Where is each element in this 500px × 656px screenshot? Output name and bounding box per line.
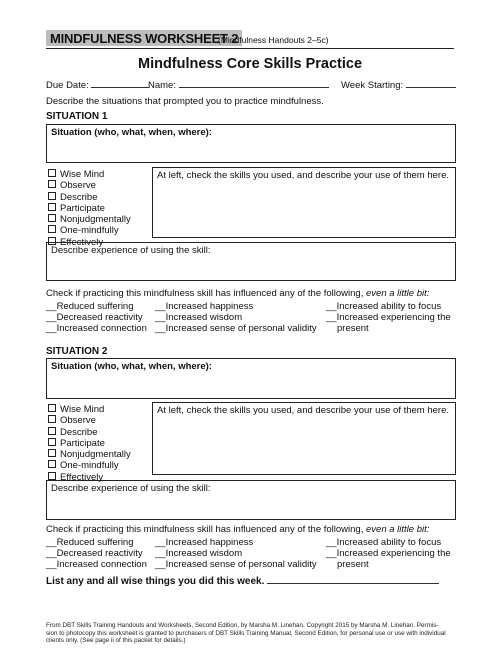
due-date-field[interactable] — [46, 78, 149, 91]
situation-1-skills-use-box[interactable] — [152, 167, 456, 238]
outcome-increased-wisdom[interactable]: __Increased wisdom — [155, 312, 243, 323]
outcome-increased-validity[interactable]: __Increased sense of personal validity — [155, 323, 317, 334]
situation-1-heading: SITUATION 1 — [46, 111, 108, 122]
skill-checkbox-describe[interactable]: Describe — [48, 427, 131, 438]
name-line[interactable] — [179, 78, 329, 88]
skill-checkbox-nonjudgmentally[interactable]: Nonjudgmentally — [48, 214, 131, 225]
wise-things-label: List any and all wise things you did this week. — [46, 576, 265, 587]
skill-checkbox-wise-mind[interactable]: Wise Mind — [48, 169, 131, 180]
skill-checkbox-wise-mind[interactable]: Wise Mind — [48, 404, 131, 415]
skill-checkbox-effectively[interactable]: Effectively — [48, 472, 131, 483]
copyright-footer — [46, 622, 456, 645]
situation-2-experience-box[interactable] — [46, 480, 456, 520]
week-starting-field[interactable] — [341, 78, 456, 91]
outcome-increased-experiencing[interactable]: __Increased experiencing the — [326, 548, 451, 559]
skill-checkbox-describe[interactable]: Describe — [48, 192, 131, 203]
outcome-increased-connection[interactable]: __Increased connection — [46, 559, 147, 570]
outcome-increased-connection[interactable]: __Increased connection — [46, 323, 147, 334]
outcome-decreased-reactivity[interactable]: __Decreased reactivity — [46, 312, 143, 323]
situation-1-experience-box[interactable] — [46, 242, 456, 281]
skill-checkbox-one-mindfully[interactable]: One-mindfully — [48, 460, 131, 471]
situation-2-heading: SITUATION 2 — [46, 346, 108, 357]
situation-2-skills-list — [48, 404, 131, 483]
outcome-increased-focus[interactable]: __Increased ability to focus — [326, 537, 442, 548]
situation-1-prompt: Situation (who, what, when, where): — [51, 127, 212, 138]
outcome-increased-focus[interactable]: __Increased ability to focus — [326, 301, 442, 312]
situation-1-skills-list — [48, 169, 131, 248]
name-field[interactable] — [148, 78, 329, 91]
handouts-reference: (Mindfulness Handouts 2–5c) — [218, 35, 329, 45]
situation-2-prompt: Situation (who, what, when, where): — [51, 361, 212, 372]
skill-checkbox-one-mindfully[interactable]: One-mindfully — [48, 225, 131, 236]
outcome-present-continuation: present — [337, 559, 369, 570]
outcome-increased-happiness[interactable]: __Increased happiness — [155, 301, 254, 312]
footer-line-3: clients only. (See page ii of this packet for details.) — [46, 637, 186, 645]
situation-2-skills-prompt: At left, check the skills you used, and describe your use of them here. — [157, 405, 450, 416]
situation-1-check-prompt: Check if practicing this mindfulness skill has influenced any of the following, even a little bit: — [46, 288, 430, 299]
situation-1-description-box[interactable] — [46, 124, 456, 163]
intro-text: Describe the situations that prompted you to practice mindfulness. — [46, 96, 324, 107]
week-starting-line[interactable] — [406, 78, 456, 88]
week-starting-label: Week Starting: — [341, 80, 404, 91]
wise-things-line[interactable] — [267, 574, 439, 584]
skill-checkbox-participate[interactable]: Participate — [48, 438, 131, 449]
worksheet-label: MINDFULNESS WORKSHEET 2 — [46, 30, 242, 46]
outcome-present-continuation: present — [337, 323, 369, 334]
footer-line-1: From DBT Skills Training Handouts and Worksheets, Second Edition, by Marsha M. Linehan. Copyright 2015 by Marsha M. Linehan. Permis- — [46, 622, 439, 629]
outcome-reduced-suffering[interactable]: __Reduced suffering — [46, 301, 134, 312]
outcome-increased-wisdom[interactable]: __Increased wisdom — [155, 548, 243, 559]
skill-checkbox-observe[interactable]: Observe — [48, 415, 131, 426]
outcome-increased-happiness[interactable]: __Increased happiness — [155, 537, 254, 548]
outcome-reduced-suffering[interactable]: __Reduced suffering — [46, 537, 134, 548]
situation-2-skills-use-box[interactable] — [152, 402, 456, 475]
outcome-increased-validity[interactable]: __Increased sense of personal validity — [155, 559, 317, 570]
footer-line-2: sion to photocopy this worksheet is granted to purchasers of DBT Skills Training Manual, Second Edition, for personal use or use with individual — [46, 629, 446, 637]
name-label: Name: — [148, 80, 176, 91]
situation-1-skills-prompt: At left, check the skills you used, and describe your use of them here. — [157, 170, 450, 181]
skill-checkbox-participate[interactable]: Participate — [48, 203, 131, 214]
due-date-line[interactable] — [91, 78, 149, 88]
situation-2-check-prompt: Check if practicing this mindfulness skill has influenced any of the following, even a little bit: — [46, 524, 430, 535]
page-title: Mindfulness Core Skills Practice — [137, 56, 363, 72]
skill-checkbox-observe[interactable]: Observe — [48, 180, 131, 191]
skill-checkbox-nonjudgmentally[interactable]: Nonjudgmentally — [48, 449, 131, 460]
situation-2-description-box[interactable] — [46, 358, 456, 399]
due-date-label: Due Date: — [46, 80, 89, 91]
situation-2-experience-prompt: Describe experience of using the skill: — [51, 483, 211, 494]
wise-things-field[interactable] — [46, 574, 439, 587]
skill-checkbox-effectively[interactable]: Effectively — [48, 237, 131, 248]
worksheet-header — [46, 30, 454, 49]
outcome-decreased-reactivity[interactable]: __Decreased reactivity — [46, 548, 143, 559]
situation-1-experience-prompt: Describe experience of using the skill: — [51, 245, 211, 256]
outcome-increased-experiencing[interactable]: __Increased experiencing the — [326, 312, 451, 323]
